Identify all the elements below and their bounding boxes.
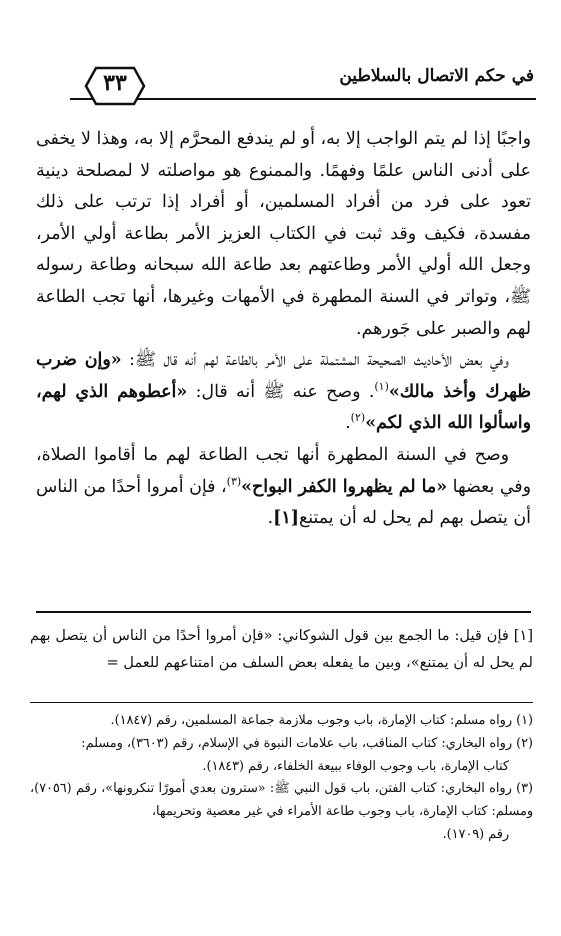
footnote-2 xyxy=(30,733,533,756)
page-header xyxy=(70,60,536,112)
paragraph-3-text-b: ، فإن أمروا أحدًا من الناس أن يتصل بهم لم يحل له أن يمتنع xyxy=(36,476,531,529)
footnote-3 xyxy=(30,778,533,824)
footnote-text: رواه البخاري: كتاب الفتن، باب قول النبي ﷺ: «سترون بعدي أمورًا تنكرونها»، رقم (٧٠٥٦)، ومسلم: كتاب الإمارة، باب وجوب طاعة الأمراء في غير معصية وتحريمها، xyxy=(30,781,533,820)
footnote-number: (٢) xyxy=(516,735,533,751)
footnote-3-continuation: رقم (١٧٠٩). xyxy=(442,826,509,842)
hadith-quote-3: «ما لم يظهروا الكفر البواح» xyxy=(241,476,448,497)
footnote-number: (١) xyxy=(516,713,533,728)
main-text xyxy=(36,124,531,535)
paragraph-1: واجبًا إذا لم يتم الواجب إلا به، أو لم يندفع المحرَّم إلا به، وهذا لا يخفى على أدنى الناس علمًا وفهمًا. والممنوع هو مواصلته لا لمصلحة دينية تعود على فرد من أفراد المسلمين، أو أفراد إذا ترتب على ذلك مفسدة، فكيف وقد ثبت في الكتاب العزيز الأمر بطاعة أولي الأمر، وجعل الله أولي الأمر وطاعتهم بعد طاعة الله سبحانه وطاعة رسوله ﷺ، وتواتر في السنة المطهرة في الأمهات وغيرها، أنها تجب الطاعة لهم والصبر على جَورهم. xyxy=(36,129,531,339)
paragraph-3-text-c: . xyxy=(267,508,274,529)
footnote-2-continuation: كتاب الإمارة، باب وجوب الوفاء ببيعة الخلفاء، رقم (١٨٤٣). xyxy=(202,758,509,774)
footnote-number: (٣) xyxy=(516,781,534,797)
paragraph-2 xyxy=(36,345,531,440)
note-divider xyxy=(36,611,531,613)
hadith-quote-2: «أعطوهم الذي لهم، واسألوا الله الذي لكم» xyxy=(36,381,531,434)
page-number-badge xyxy=(76,64,154,108)
editor-note-marker: [١] xyxy=(513,627,534,644)
page-number: ٣٣ xyxy=(103,70,127,96)
paragraph-3-text-a: وصح في السنة المطهرة أنها تجب الطاعة لهم ما أقاموا الصلاة، وفي بعضها xyxy=(36,444,532,497)
editor-note-ref: [١] xyxy=(273,508,299,529)
paragraph-2-text-b: . وصح عنه ﷺ أنه قال: xyxy=(187,381,375,402)
footnote-ref-3: (٣) xyxy=(226,474,242,488)
footnote-ref-1: (١) xyxy=(374,379,389,393)
hadith-quote-1: «وإن ضرب ظهرك وأخذ مالك» xyxy=(36,350,531,402)
footnotes xyxy=(30,710,533,847)
paragraph-3 xyxy=(36,440,531,535)
editor-note xyxy=(30,622,533,676)
footnote-ref-2: (٢) xyxy=(350,411,366,425)
footnote-text: رواه البخاري: كتاب المناقب، باب علامات النبوة في الإسلام، رقم (٣٦٠٣)، ومسلم: xyxy=(81,735,513,751)
paragraph-2-text-c: . xyxy=(345,413,351,434)
editor-note-label: فإن قيل xyxy=(459,627,509,644)
running-title: في حكم الاتصال بالسلاطين xyxy=(339,66,534,86)
footnote-1 xyxy=(30,710,533,733)
footnote-divider xyxy=(30,702,533,703)
editor-note-text: : ما الجمع بين قول الشوكاني: «فإن أمروا أحدًا من الناس أن يتصل بهم لم يحل له أن يمتنع»، وبين ما يفعله بعض السلف من امتناعهم للعمل = xyxy=(30,627,533,671)
footnote-text: رواه مسلم: كتاب الإمارة، باب وجوب ملازمة جماعة المسلمين، رقم (١٨٤٧). xyxy=(110,713,513,728)
paragraph-2-text-a: وفي بعض الأحاديث الصحيحة المشتملة على الأمر بالطاعة لهم أنه قال ﷺ: xyxy=(121,350,509,371)
